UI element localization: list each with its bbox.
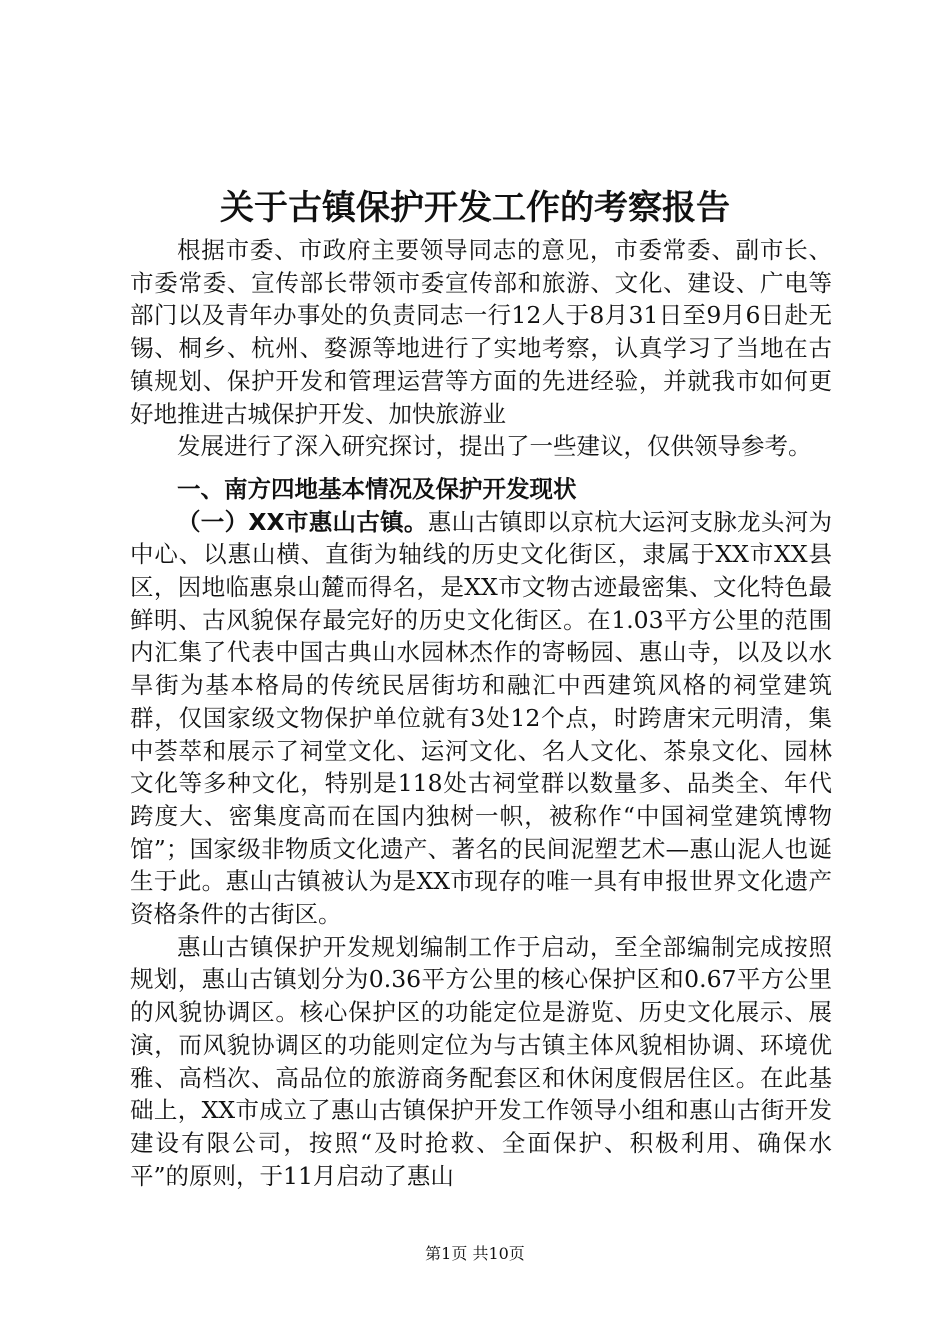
- document-body: [130, 234, 832, 1192]
- section-heading: 一、南方四地基本情况及保护开发现状: [177, 474, 577, 503]
- subsection-text: 惠山古镇即以京杭大运河支脉龙头河为中心、以惠山横、直街为轴线的历史文化街区，隶属于XX市XX县区，因地临惠泉山麓而得名，是XX市文物古迹最密集、文化特色最鲜明、古风貌保存最完好的历史文化街区。在1.03平方公里的范围内汇集了代表中国古典山水园林杰作的寄畅园、惠山寺，以及以水旱街为基本格局的传统民居街坊和融汇中西建筑风格的祠堂建筑群，仅国家级文物保护单位就有3处12个点，时跨唐宋元明清，集中荟萃和展示了祠堂文化、运河文化、名人文化、茶泉文化、园林文化等多种文化，特别是118处古祠堂群以数量多、品类全、年代跨度大、密集度高而在国内独树一帜，被称作“中国祠堂建筑博物馆”；国家级非物质文化遗产、著名的民间泥塑艺术—惠山泥人也诞生于此。惠山古镇被认为是XX市现存的唯一具有申报世界文化遗产资格条件的古街区。: [130, 507, 832, 929]
- page-footer: 第1页 共10页: [425, 1244, 525, 1263]
- subsection-paragraph: [130, 506, 832, 931]
- planning-paragraph: 惠山古镇保护开发规划编制工作于启动，至全部编制完成按照规划，惠山古镇划分为0.36平方公里的核心保护区和0.67平方公里的风貌协调区。核心保护区的功能定位是游览、历史文化展示、展演，而风貌协调区的功能则定位为与古镇主体风貌相协调、环境优雅、高档次、高品位的旅游商务配套区和休闲度假居住区。在此基础上，XX市成立了惠山古镇保护开发工作领导小组和惠山古街开发建设有限公司，按照“及时抢救、全面保护、积极利用、确保水平”的原则，于11月启动了惠山: [130, 932, 832, 1190]
- intro-paragraph: 根据市委、市政府主要领导同志的意见，市委常委、副市长、市委常委、宣传部长带领市委宣传部和旅游、文化、建设、广电等部门以及青年办事处的负责同志一行12人于8月31日至9月6日赴无锡、桐乡、杭州、婺源等地进行了实地考察，认真学习了当地在古镇规划、保护开发和管理运营等方面的先进经验，并就我市如何更好地推进古城保护开发、加快旅游业: [130, 236, 832, 428]
- document-title: 关于古镇保护开发工作的考察报告: [220, 188, 730, 228]
- intro-paragraph-continued: 发展进行了深入研究探讨，提出了一些建议，仅供领导参考。: [177, 432, 812, 461]
- subsection-lead: （一）XX市惠山古镇。: [177, 507, 428, 536]
